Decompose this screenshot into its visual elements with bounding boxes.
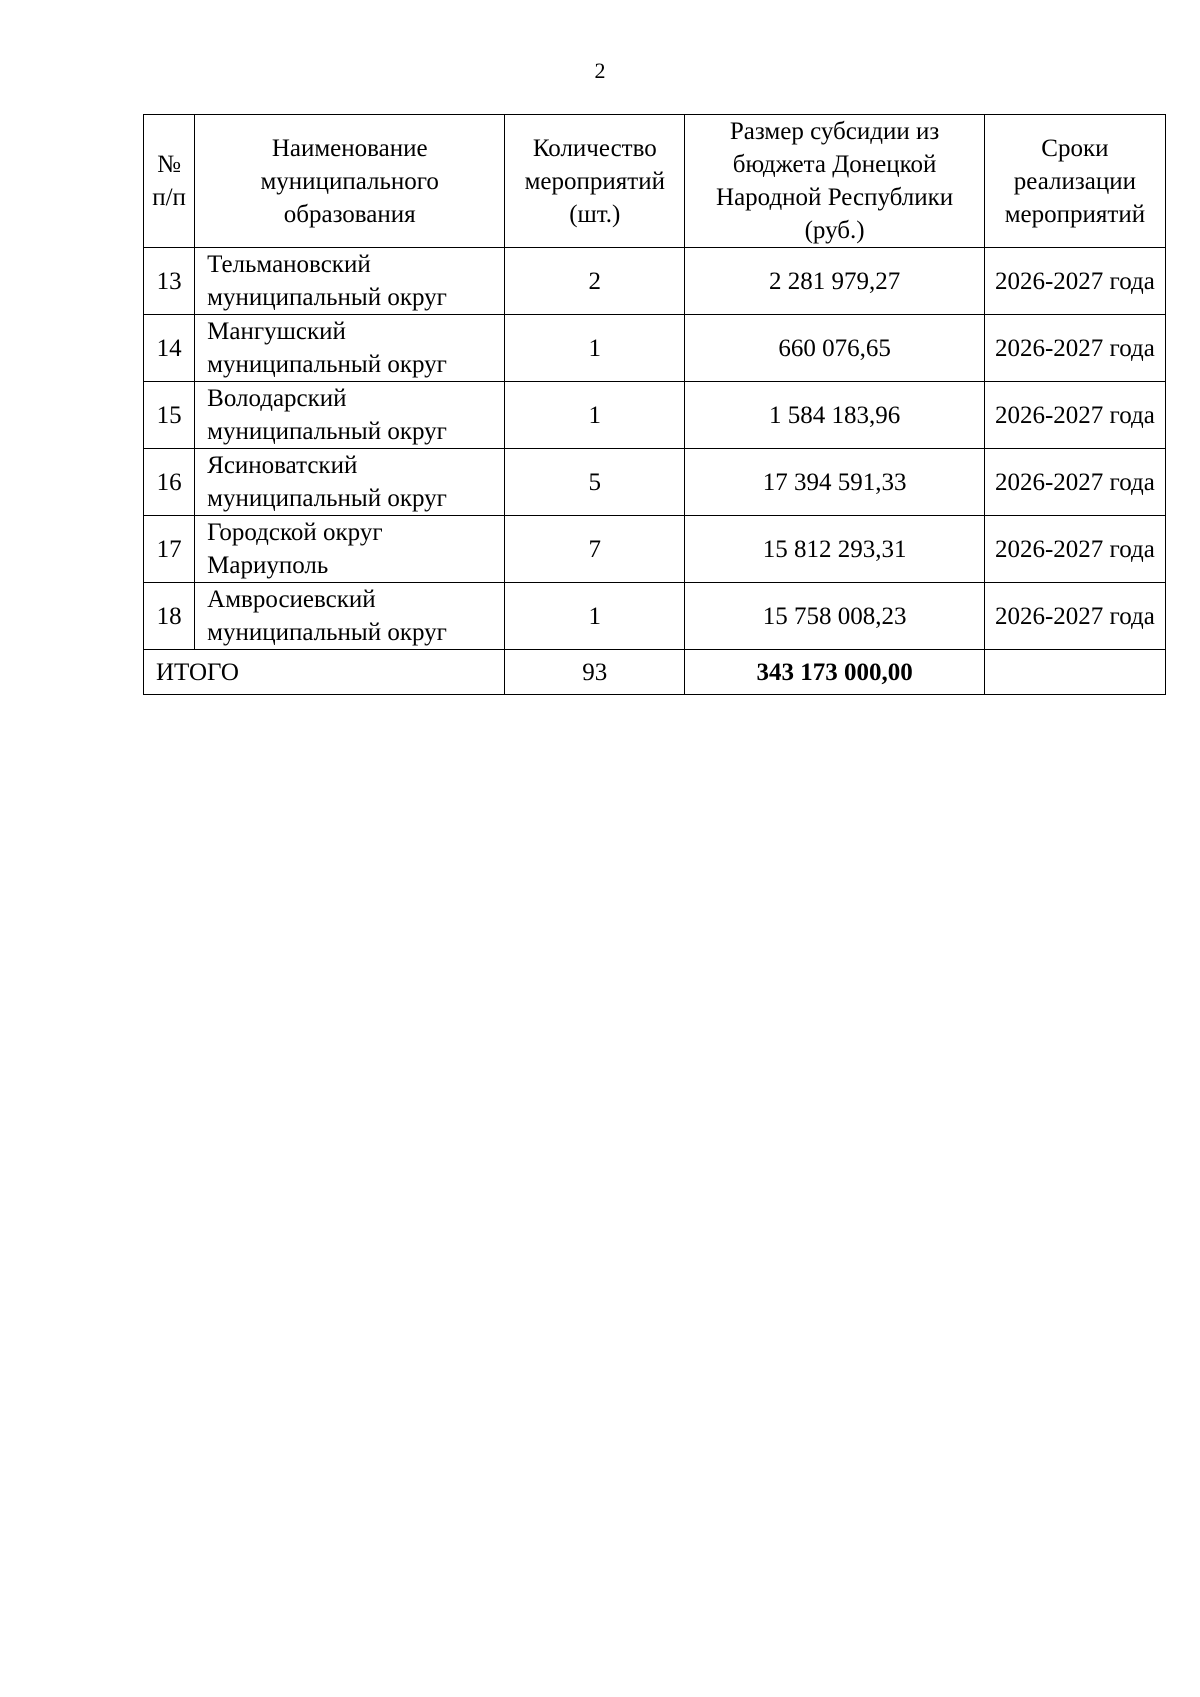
page-number: 2 bbox=[594, 58, 606, 83]
header-count: Количество мероприятий (шт.) bbox=[505, 115, 685, 248]
row-num: 18 bbox=[144, 583, 195, 650]
row-num: 16 bbox=[144, 449, 195, 516]
header-name: Наименование муниципального образования bbox=[195, 115, 505, 248]
row-amount: 660 076,65 bbox=[685, 315, 984, 382]
total-amount: 343 173 000,00 bbox=[685, 650, 984, 695]
row-term: 2026-2027 года bbox=[984, 516, 1165, 583]
row-count: 7 bbox=[505, 516, 685, 583]
row-term: 2026-2027 года bbox=[984, 449, 1165, 516]
header-term: Сроки реализации мероприятий bbox=[984, 115, 1165, 248]
row-term: 2026-2027 года bbox=[984, 248, 1165, 315]
row-term: 2026-2027 года bbox=[984, 315, 1165, 382]
row-name: Городской округ Мариуполь bbox=[195, 516, 505, 583]
total-label: ИТОГО bbox=[144, 650, 505, 695]
row-count: 1 bbox=[505, 583, 685, 650]
row-amount: 2 281 979,27 bbox=[685, 248, 984, 315]
table-row bbox=[144, 516, 1166, 583]
total-row bbox=[144, 650, 1166, 695]
header-amount: Размер субсидии из бюджета Донецкой Народной Республики (руб.) bbox=[685, 115, 984, 248]
table-row bbox=[144, 449, 1166, 516]
row-count: 1 bbox=[505, 315, 685, 382]
row-count: 1 bbox=[505, 382, 685, 449]
row-count: 5 bbox=[505, 449, 685, 516]
row-term: 2026-2027 года bbox=[984, 382, 1165, 449]
table-header-row bbox=[144, 115, 1166, 248]
row-name: Амвросиевский муниципальный округ bbox=[195, 583, 505, 650]
total-count: 93 bbox=[505, 650, 685, 695]
table-row bbox=[144, 315, 1166, 382]
subsidy-table bbox=[143, 114, 1166, 695]
row-name: Ясиноватский муниципальный округ bbox=[195, 449, 505, 516]
row-name: Мангушский муниципальный округ bbox=[195, 315, 505, 382]
row-name: Тельмановский муниципальный округ bbox=[195, 248, 505, 315]
row-amount: 15 758 008,23 bbox=[685, 583, 984, 650]
row-name: Володарский муниципальный округ bbox=[195, 382, 505, 449]
row-count: 2 bbox=[505, 248, 685, 315]
header-num: № п/п bbox=[144, 115, 195, 248]
row-num: 15 bbox=[144, 382, 195, 449]
row-num: 17 bbox=[144, 516, 195, 583]
table-row bbox=[144, 583, 1166, 650]
row-amount: 1 584 183,96 bbox=[685, 382, 984, 449]
row-num: 14 bbox=[144, 315, 195, 382]
row-amount: 17 394 591,33 bbox=[685, 449, 984, 516]
table-row bbox=[144, 382, 1166, 449]
row-amount: 15 812 293,31 bbox=[685, 516, 984, 583]
row-num: 13 bbox=[144, 248, 195, 315]
row-term: 2026-2027 года bbox=[984, 583, 1165, 650]
total-term bbox=[984, 650, 1165, 695]
table-row bbox=[144, 248, 1166, 315]
